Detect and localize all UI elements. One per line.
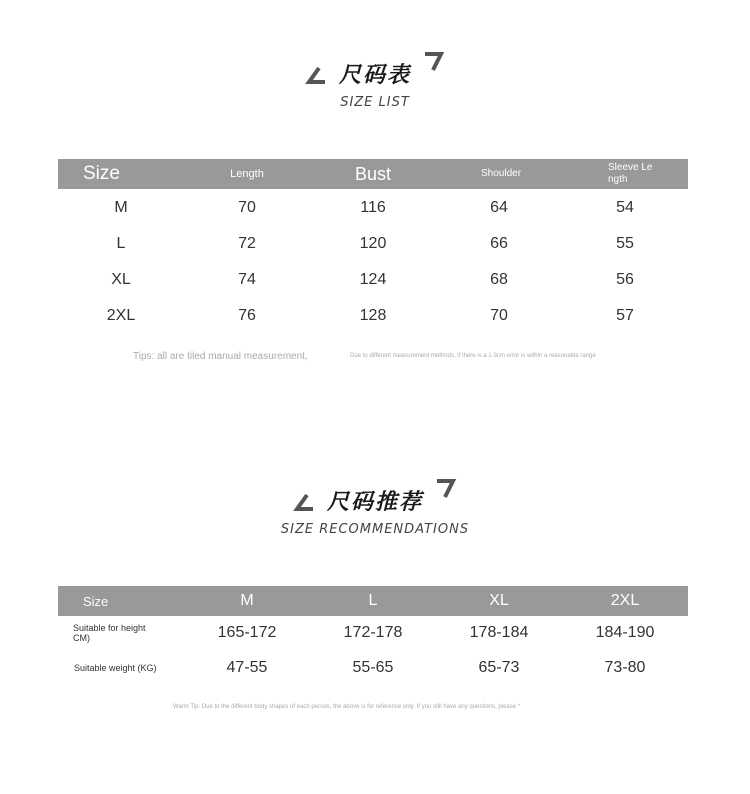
cell-height-xl: 178-184 (469, 624, 529, 641)
recommend-title: 尺码推荐 (326, 490, 423, 515)
cell-length: 74 (238, 271, 256, 288)
header-2xl: 2XL (610, 592, 640, 609)
table-header (58, 586, 688, 616)
cell-weight-2xl: 73-80 (604, 659, 646, 676)
cell-shoulder: 64 (490, 199, 508, 216)
measurement-error-note: Due to different measurement methods, if there is a 1-3cm error is within a reasonable range (350, 353, 596, 359)
cell-size: L (116, 235, 126, 252)
header-size: Size (83, 593, 109, 609)
cell-shoulder: 66 (490, 235, 508, 252)
cell-bust: 116 (360, 199, 386, 216)
row-label-height: Suitable for height CM) (73, 623, 146, 643)
cell-bust: 120 (359, 235, 387, 252)
header-size: Size (83, 163, 120, 184)
table-row (58, 616, 688, 650)
size-list-table (58, 159, 688, 334)
recommend-subtitle: SIZE RECOMMENDATIONS (280, 522, 470, 537)
table-row (58, 190, 688, 226)
header-bust: Bust (354, 163, 392, 184)
recommend-table (58, 586, 688, 686)
measurement-tip: Tips: all are tiled manual measurement, (133, 351, 308, 362)
header-m: M (240, 592, 254, 609)
cell-length: 72 (238, 235, 256, 252)
table-row (58, 226, 688, 262)
cell-length: 76 (238, 307, 256, 324)
cell-sleeve: 55 (616, 235, 634, 252)
right-bracket-icon (423, 50, 445, 72)
header-shoulder: Shoulder (481, 168, 522, 179)
header-sleeve-length: Sleeve Length (608, 162, 653, 185)
cell-height-m: 165-172 (217, 624, 277, 641)
header-l: L (368, 592, 378, 609)
cell-shoulder: 70 (490, 307, 508, 324)
right-bracket-icon (435, 477, 457, 499)
table-row (58, 298, 688, 334)
table-row (58, 262, 688, 298)
cell-height-l: 172-178 (343, 624, 403, 641)
cell-bust: 124 (359, 271, 387, 288)
cell-size: XL (111, 271, 131, 288)
cell-length: 70 (238, 199, 256, 216)
row-label-weight: Suitable weight (KG) (74, 663, 157, 673)
cell-shoulder: 68 (490, 271, 508, 288)
size-list-subtitle: SIZE LIST (340, 95, 410, 110)
size-list-title: 尺码表 (338, 63, 411, 88)
cell-weight-l: 55-65 (352, 659, 394, 676)
header-xl: XL (489, 592, 509, 609)
table-header (58, 159, 688, 189)
table-row (58, 650, 688, 686)
cell-weight-m: 47-55 (226, 659, 268, 676)
cell-size: 2XL (106, 307, 136, 324)
recommend-heading (0, 485, 750, 537)
cell-sleeve: 57 (616, 307, 634, 324)
warm-tip: Warm Tip: Due to the different body shapes of each person, the above is for reference only. If you still have any questions, please * (173, 704, 521, 710)
cell-weight-xl: 65-73 (478, 659, 520, 676)
cell-sleeve: 56 (616, 271, 634, 288)
cell-size: M (114, 199, 128, 216)
size-list-heading (0, 58, 750, 110)
header-length: Length (230, 168, 264, 180)
cell-height-2xl: 184-190 (595, 624, 655, 641)
cell-bust: 128 (359, 307, 387, 324)
cell-sleeve: 54 (616, 199, 634, 216)
left-bracket-icon (293, 493, 315, 513)
left-bracket-icon (305, 66, 327, 86)
